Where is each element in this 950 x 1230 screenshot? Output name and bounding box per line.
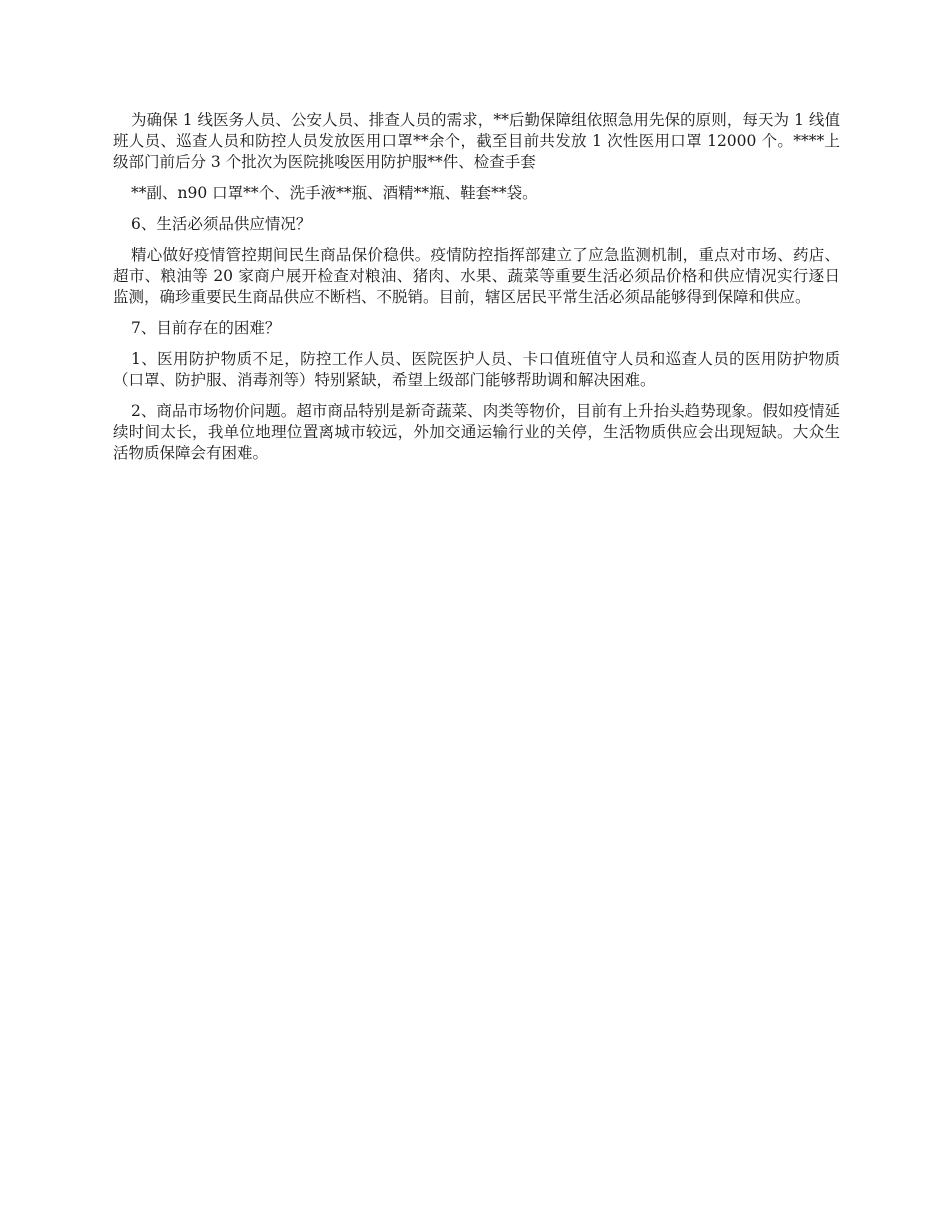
document-page bbox=[113, 110, 840, 474]
paragraph-supplies-distribution: 为确保 1 线医务人员、公安人员、排查人员的需求，**后勤保障组依照急用先保的原则，每天为 1 线值班人员、巡查人员和防控人员发放医用口罩**余个，截至目前共发放 1 次性医用口罩 12000 个。****上级部门前后分 3 个批次为医院挑唆医用防护服**件、检查手套 bbox=[113, 111, 840, 171]
heading-current-difficulties: 7、目前存在的困难？ bbox=[131, 319, 281, 337]
paragraph-supplies-list: **副、n90 口罩**个、洗手液**瓶、酒精**瓶、鞋套**袋。 bbox=[131, 184, 538, 202]
heading-daily-necessities: 6、生活必须品供应情况？ bbox=[131, 215, 312, 233]
paragraph-difficulty-prices: 2、商品市场物价问题。超市商品特别是新奇蔬菜、肉类等物价，目前有上升抬头趋势现象。假如疫情延续时间太长，我单位地理位置离城市较远，外加交通运输行业的关停，生活物质供应会出现短缺。大众生活物质保障会有困难。 bbox=[113, 402, 840, 462]
paragraph-price-monitoring: 精心做好疫情管控期间民生商品保价稳供。疫情防控指挥部建立了应急监测机制，重点对市场、药店、超市、粮油等 20 家商户展开检查对粮油、猪肉、水果、蔬菜等重要生活必须品价格和供应情况实行逐日监测，确珍重要民生商品供应不断档、不脱销。目前，辖区居民平常生活必须品能够得到保障和供应。 bbox=[113, 246, 840, 306]
paragraph-difficulty-protective-supplies: 1、医用防护物质不足，防控工作人员、医院医护人员、卡口值班值守人员和巡查人员的医用防护物质（口罩、防护服、消毒剂等）特别紧缺，希望上级部门能够帮助调和解决困难。 bbox=[113, 350, 840, 389]
